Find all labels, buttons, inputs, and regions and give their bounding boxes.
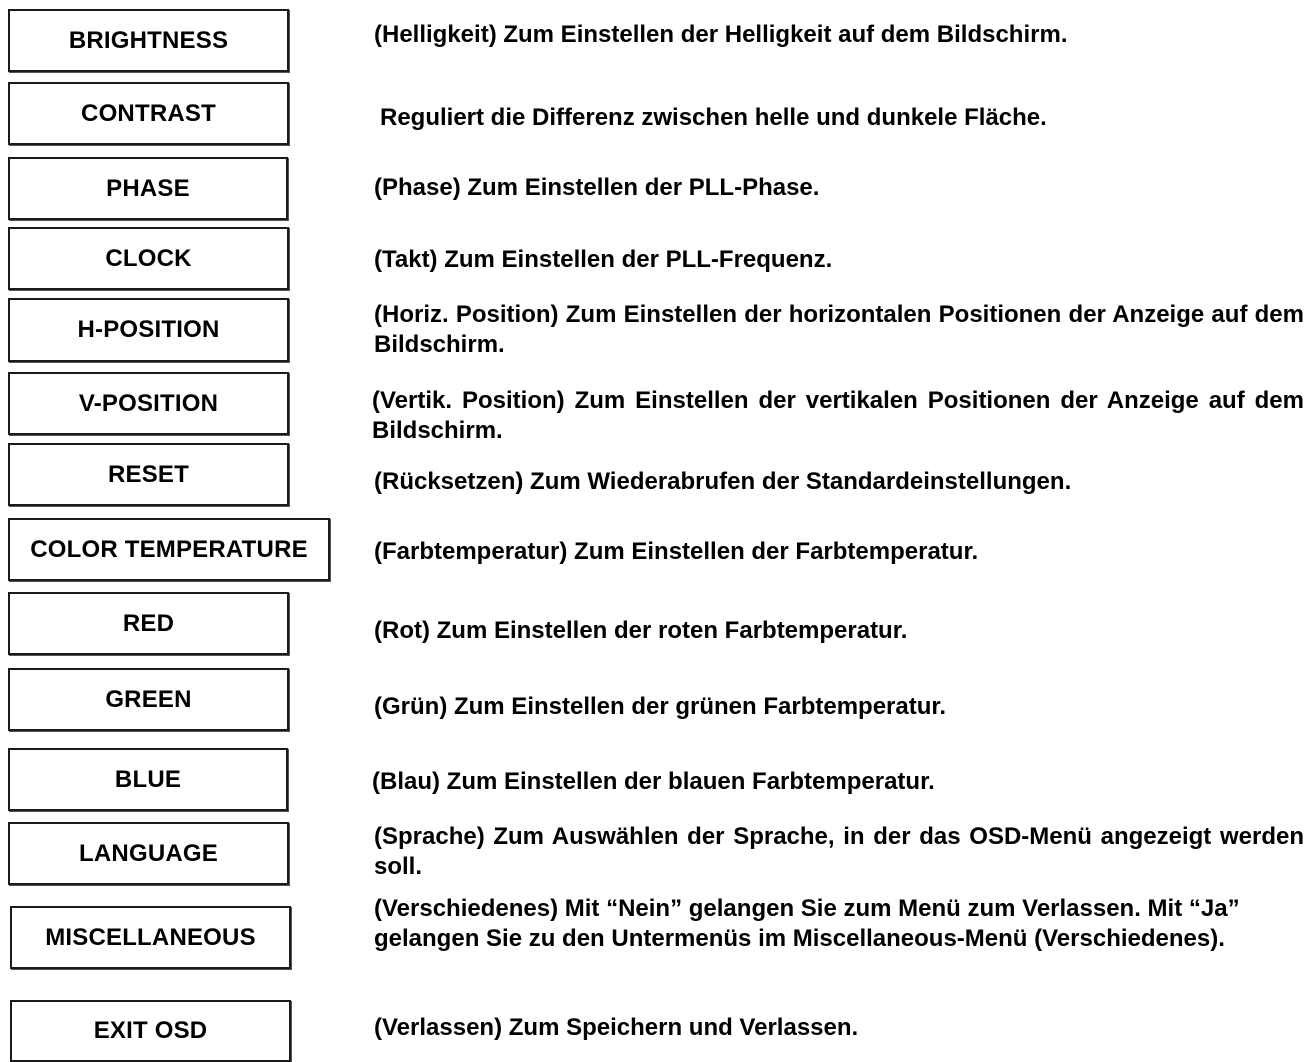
osd-item-contrast: [8, 82, 289, 145]
osd-item-h-position: [8, 298, 289, 362]
osd-item-label: BLUE: [114, 765, 182, 793]
osd-item-label: PHASE: [106, 174, 190, 202]
osd-description-blue: (Blau) Zum Einstellen der blauen Farbtemperatur.: [372, 768, 935, 795]
osd-item-exit-osd: [10, 1000, 291, 1062]
osd-description-red: (Rot) Zum Einstellen der roten Farbtemperatur.: [374, 617, 908, 644]
osd-item-label: COLOR TEMPERATURE: [30, 535, 308, 563]
osd-item-red: [8, 592, 289, 655]
osd-item-green: [8, 668, 289, 731]
osd-item-reset: [8, 443, 289, 506]
osd-description-miscellaneous-text: (Verschiedenes) Mit “Nein” gelangen Sie zum Menü zum Verlassen. Mit “Ja” gelangen Sie zu den Untermenüs im Miscellaneous-Menü (Verschiedenes).: [374, 895, 1240, 952]
osd-item-label: EXIT OSD: [93, 1017, 208, 1044]
osd-description-clock: (Takt) Zum Einstellen der PLL-Frequenz.: [374, 246, 833, 273]
osd-description-reset: (Rücksetzen) Zum Wiederabrufen der Standardeinstellungen.: [374, 468, 1072, 495]
osd-description-v-position: (Vertik. Position) Zum Einstellen der vertikalen Positionen der Anzeige auf dem Bildschirm.: [372, 387, 1304, 444]
osd-description-language: (Sprache) Zum Auswählen der Sprache, in der das OSD-Menü angezeigt werden soll.: [374, 823, 1304, 880]
osd-item-label: CONTRAST: [81, 99, 216, 127]
osd-description-green: (Grün) Zum Einstellen der grünen Farbtemperatur.: [374, 693, 947, 720]
osd-description-h-position: (Horiz. Position) Zum Einstellen der horizontalen Positionen der Anzeige auf dem Bildschirm.: [374, 301, 1304, 358]
osd-description-miscellaneous: [374, 894, 1269, 954]
osd-item-label: BRIGHTNESS: [68, 26, 229, 54]
osd-item-label: GREEN: [105, 685, 192, 713]
osd-item-clock: [8, 227, 289, 290]
osd-description-phase: (Phase) Zum Einstellen der PLL-Phase.: [374, 174, 820, 201]
osd-item-label: V-POSITION: [78, 389, 219, 417]
osd-item-label: RED: [122, 609, 175, 637]
osd-description-brightness: (Helligkeit) Zum Einstellen der Helligkeit auf dem Bildschirm.: [374, 21, 1068, 48]
osd-item-label: MISCELLANEOUS: [45, 923, 256, 951]
osd-item-color-temperature: [8, 518, 330, 581]
osd-item-phase: [8, 157, 288, 220]
osd-item-miscellaneous: [10, 906, 291, 969]
osd-description-contrast: Reguliert die Differenz zwischen helle und dunkele Fläche.: [380, 104, 1047, 131]
osd-item-label: RESET: [107, 460, 189, 488]
osd-item-label: H-POSITION: [77, 316, 220, 343]
osd-item-brightness: [8, 9, 289, 72]
osd-item-v-position: [8, 372, 289, 435]
osd-description-color-temperature: (Farbtemperatur) Zum Einstellen der Farbtemperatur.: [374, 538, 979, 565]
osd-item-label: CLOCK: [105, 244, 192, 272]
osd-item-language: [8, 822, 289, 885]
osd-description-exit-osd: (Verlassen) Zum Speichern und Verlassen.: [374, 1014, 859, 1041]
osd-item-label: LANGUAGE: [79, 839, 218, 867]
osd-item-blue: [8, 748, 288, 811]
